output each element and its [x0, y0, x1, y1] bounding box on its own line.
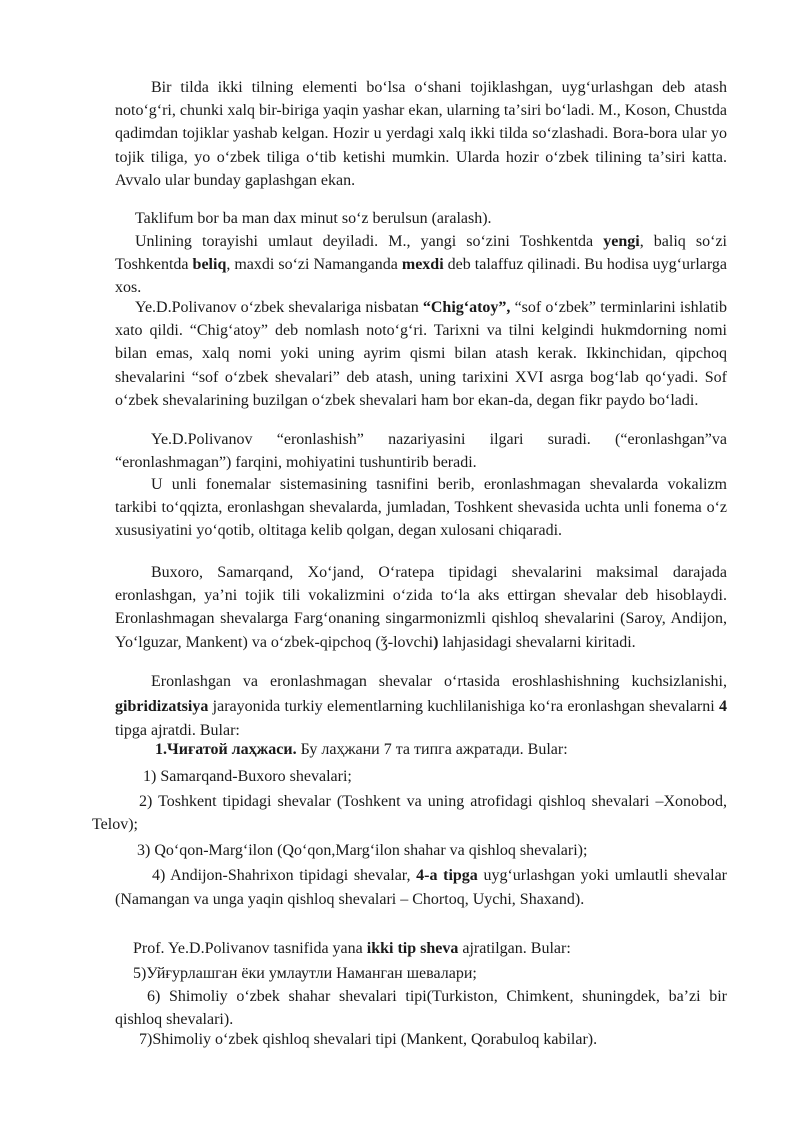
text-run: “sof oʻzbek” terminlarini ishlatib xato qildi. “Chigʻatoy” deb nomlash notoʻgʻri. Tarixni va tilni kelgindi hukmdorning nomi bilan emas, xalq nomi yoki uning ayrim qismi bilan atash kerak. Ikkinchidan, qipchoq shevalarini “sof oʻzbek shevalari” deb atash, uning tarixini XVI asrga bogʻlab qoʻyadi. Sof oʻzbek shevalarining buzilgan oʻzbek shevalari ham bor ekan-da, degan fikr paydo boʻladi. — [115, 299, 727, 409]
text-run: 1) Samarqand-Buxoro shevalari; — [143, 768, 352, 785]
paragraph-taklifum — [115, 207, 727, 230]
paragraph-umlaut — [115, 230, 727, 300]
text-run: deb talaffuz qilinadi. Bu hodisa uygʻurlarga xos. — [115, 256, 728, 297]
text-run: Бу лаҳжани 7 та типга ажратади. Bular: — [296, 741, 568, 758]
text-run: 4) Andijon-Shahrixon tipidagi shevalar, — [152, 867, 417, 884]
bold-text-run: beliq — [192, 256, 227, 274]
list-item-2 — [92, 790, 727, 836]
text-run: Unlining torayishi umlaut deyiladi. M., yangi soʻzini Toshkentda — [135, 233, 604, 250]
text-run: , baliq soʻzi Toshkentda — [115, 233, 728, 274]
text-run: ajratilgan. Bular: — [458, 940, 571, 957]
paragraph-polivanov-chigatoy — [115, 296, 727, 412]
bold-text-run: ikki tip sheva — [366, 940, 459, 957]
text-run: Taklifum bor ba man dax minut soʻz berulsun (aralash). — [135, 210, 492, 227]
heading-chigatoy-lahjasi — [155, 738, 735, 761]
paragraph-ikki-tip-sheva — [133, 937, 733, 960]
list-item-6 — [115, 985, 727, 1031]
text-run: lahjasidagi shevalarni kiritadi. — [438, 633, 636, 651]
paragraph-buxoro-samarqand — [115, 561, 727, 654]
bold-text-run: gibridizatsiya — [115, 697, 209, 715]
text-run: Buxoro, Samarqand, Xoʻjand, Oʻratepa tipidagi shevalarini maksimal darajada eronlashgan, yaʼni tojik tili vokalizmini oʻzida toʻla aks ettirgan shevalar deb hisoblaydi. Eronlashmagan shevalarga Fargʻonaning singarmonizmli qishloq shevalarini (Saroy, Andijon, Yoʻlguzar, Mankent) va oʻzbek-qipchoq (ǯ-lovchi — [115, 564, 727, 651]
text-run: 3) Qoʻqon-Margʻilon (Qoʻqon,Margʻilon shahar va qishloq shevalari); — [137, 842, 588, 859]
paragraph-unli-fonemalar — [115, 473, 727, 543]
text-run: U unli fonemalar sistemasining tasnifini berib, eronlashmagan shevalarda vokalizm tarkibi toʻqqizta, eronlashgan shevalarda, jumladan, Toshkent shevasida uchta unli fonema oʻz xususiyatini yoʻqotib, oltitaga kelib qolgan, degan xulosani chiqaradi. — [115, 476, 727, 540]
list-item-1 — [143, 765, 733, 788]
text-run: 2) Toshkent tipidagi shevalar (Toshkent va uning atrofidagi qishloq shevalari –Xonobod, Telov); — [92, 793, 727, 834]
bold-text-run: 4-a tipga — [416, 867, 478, 884]
bold-text-run: mexdi — [401, 256, 444, 274]
bold-text-run: “Chigʻatoy”, — [422, 299, 511, 316]
bold-text-run: ) — [433, 633, 439, 651]
text-run: Ye.D.Polivanov “eronlashish” nazariyasini ilgari suradi. (“eronlashgan”va “eronlashmagan”) farqini, mohiyatini tushuntirib beradi. — [115, 431, 727, 472]
text-run: 5)Уйғурлашган ёки умлаутли Наманган шевалари; — [133, 965, 477, 982]
bold-text-run: 1.Чиғатой лаҳжаси. — [155, 741, 297, 758]
paragraph-eronlashgan-tiplar — [115, 670, 727, 744]
list-item-5 — [133, 962, 733, 985]
bold-text-run: yengi — [603, 233, 640, 250]
paragraph-tojiklashgan — [115, 76, 727, 192]
list-item-3 — [137, 839, 737, 862]
bold-text-run: 4 — [719, 697, 727, 715]
text-run: Ye.D.Polivanov oʻzbek shevalariga nisbatan — [135, 299, 423, 316]
list-item-7 — [139, 1028, 739, 1051]
text-run: Eronlashgan va eronlashmagan shevalar oʻrtasida eroshlashishning kuchsizlanishi, — [151, 673, 727, 690]
text-run: 7)Shimoliy oʻzbek qishloq shevalari tipi (Mankent, Qorabuloq kabilar). — [139, 1031, 598, 1048]
text-run: , maxdi soʻzi Namanganda — [226, 256, 402, 274]
text-run: Bir tilda ikki tilning elementi boʻlsa oʻshani tojiklashgan, uygʻurlashgan deb atash notoʻgʻri, chunki xalq bir-biriga yaqin yashar ekan, ularning taʼsiri boʻladi. M., Koson, Chustda qadimdan tojiklar yashab kelgan. Hozir u yerdagi xalq ikki tilda soʻzlashadi. Bora-bora ular yo tojik tiliga, yo oʻzbek tiliga oʻtib ketishi mumkin. Ularda hozir oʻzbek tilining taʼsiri katta. Avvalo ular bunday gaplashgan ekan. — [115, 79, 727, 189]
text-run: 6) Shimoliy oʻzbek shahar shevalari tipi(Turkiston, Chimkent, shuningdek, baʼzi bir qishloq shevalari). — [115, 988, 727, 1029]
paragraph-eronlashish — [115, 428, 727, 474]
text-run: uygʻurlashgan yoki umlautli shevalar (Namangan va unga yaqin qishloq shevalari – Chortoq, Uychi, Shaxand). — [115, 867, 728, 908]
list-item-4 — [115, 864, 727, 912]
text-run: Prof. Ye.D.Polivanov tasnifida yana — [133, 940, 367, 957]
text-run: tipga ajratdi. Bular: — [115, 722, 240, 739]
text-run: jarayonida turkiy elementlarning kuchlilanishiga koʻra eronlashgan shevalarni — [208, 697, 719, 715]
